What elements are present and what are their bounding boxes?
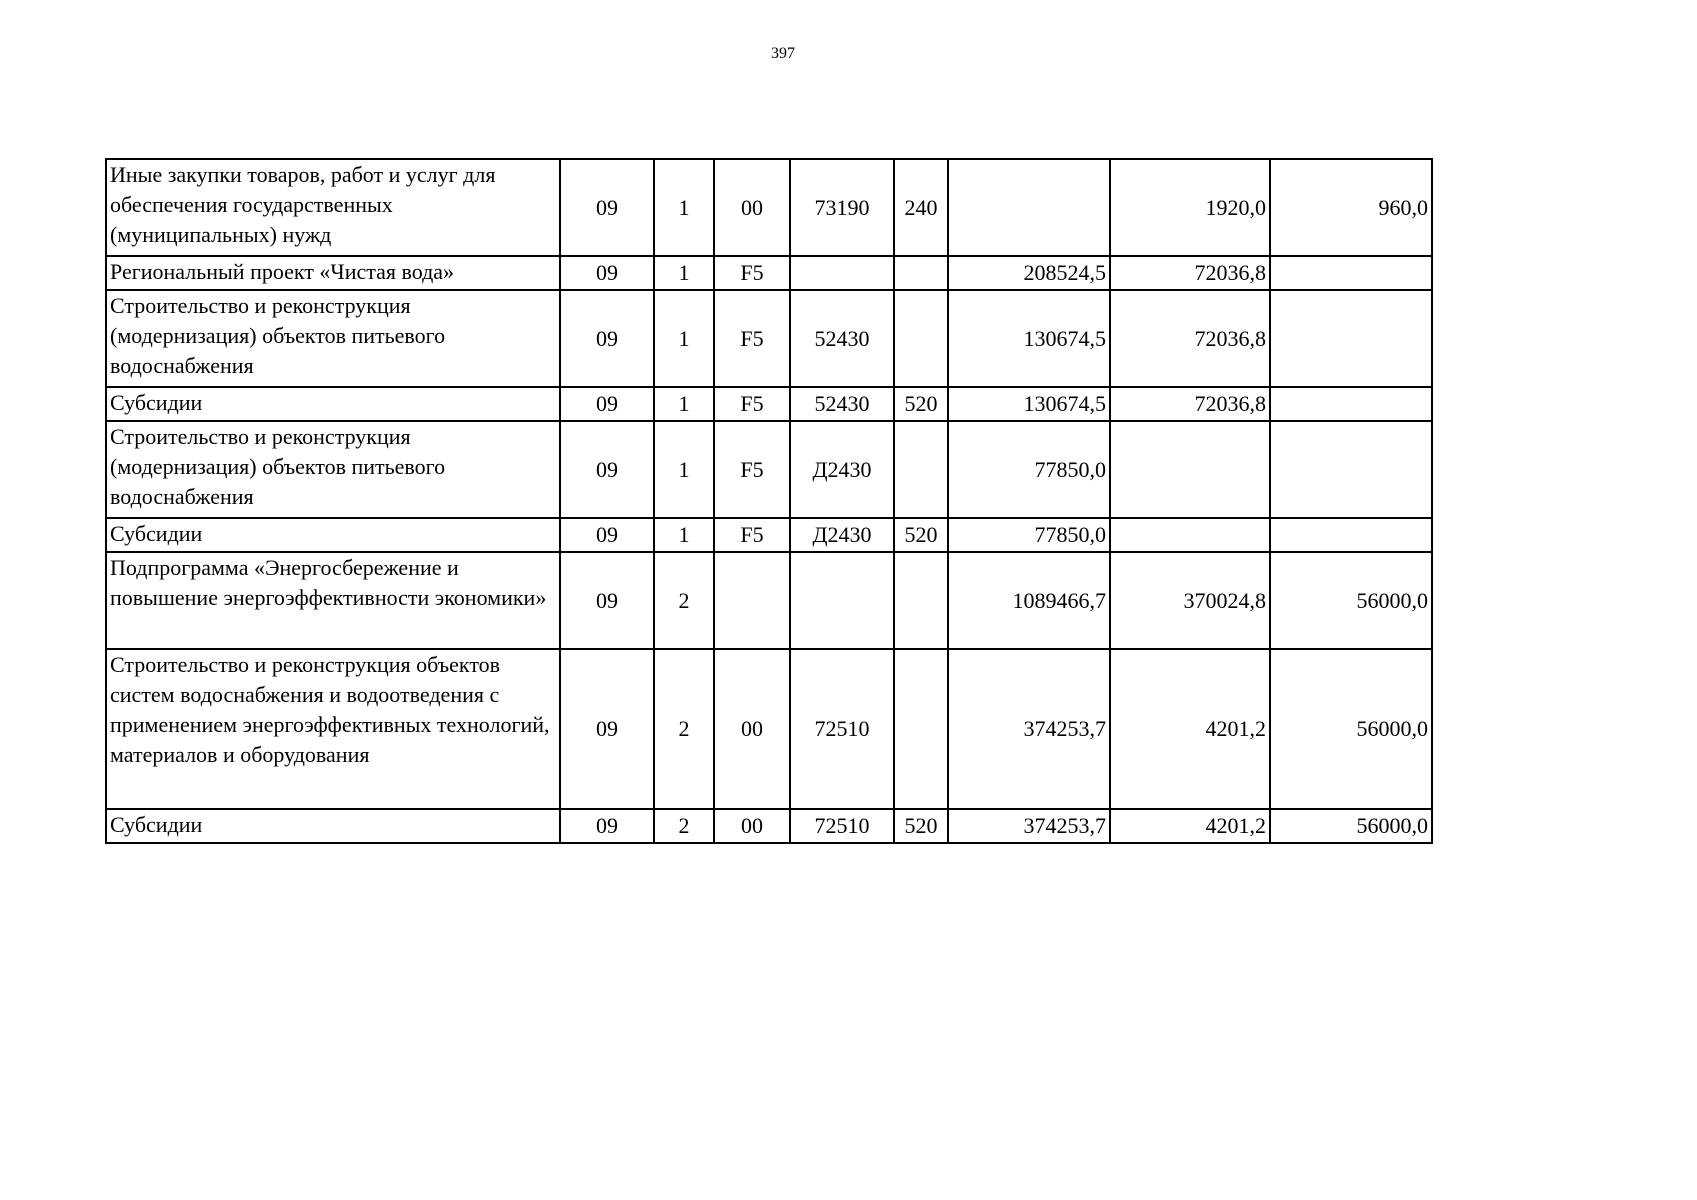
amount-cell: 77850,0 [948,518,1110,552]
code-cell: 72510 [790,649,894,809]
row-name: Субсидии [106,518,560,552]
amount-cell: 1089466,7 [948,552,1110,649]
code-cell: 00 [714,809,790,843]
row-name: Региональный проект «Чистая вода» [106,256,560,290]
code-cell [894,421,948,518]
code-cell: 09 [560,159,654,256]
amount-cell: 72036,8 [1110,256,1270,290]
code-cell: 520 [894,518,948,552]
code-cell: 2 [654,552,714,649]
code-cell: 73190 [790,159,894,256]
code-cell: 09 [560,552,654,649]
code-cell [894,649,948,809]
code-cell: 09 [560,256,654,290]
amount-cell: 72036,8 [1110,387,1270,421]
code-cell: 1 [654,159,714,256]
amount-cell [948,159,1110,256]
code-cell: F5 [714,256,790,290]
row-name: Строительство и реконструкция (модернизация) объектов питьевого водоснабжения [106,290,560,387]
amount-cell [1270,290,1432,387]
amount-cell: 374253,7 [948,649,1110,809]
amount-cell: 370024,8 [1110,552,1270,649]
code-cell: 09 [560,290,654,387]
amount-cell: 960,0 [1270,159,1432,256]
code-cell: 52430 [790,387,894,421]
amount-cell [1270,518,1432,552]
table-row [106,809,1432,843]
amount-cell: 1920,0 [1110,159,1270,256]
amount-cell [1110,518,1270,552]
code-cell: Д2430 [790,518,894,552]
amount-cell: 56000,0 [1270,649,1432,809]
table-row [106,421,1432,518]
code-cell: 1 [654,387,714,421]
code-cell: 240 [894,159,948,256]
code-cell: 520 [894,387,948,421]
code-cell: F5 [714,518,790,552]
code-cell [790,552,894,649]
code-cell: 09 [560,809,654,843]
code-cell: 09 [560,421,654,518]
table-row [106,518,1432,552]
code-cell: 1 [654,421,714,518]
row-name: Подпрограмма «Энергосбережение и повышение энергоэффективности экономики» [106,552,560,649]
code-cell: F5 [714,387,790,421]
amount-cell: 130674,5 [948,290,1110,387]
code-cell [894,256,948,290]
row-name: Строительство и реконструкция (модернизация) объектов питьевого водоснабжения [106,421,560,518]
code-cell: 2 [654,809,714,843]
amount-cell [1270,387,1432,421]
amount-cell: 72036,8 [1110,290,1270,387]
table-row [106,256,1432,290]
code-cell: 1 [654,256,714,290]
table-row [106,649,1432,809]
amount-cell [1270,256,1432,290]
code-cell: F5 [714,290,790,387]
amount-cell: 77850,0 [948,421,1110,518]
code-cell: 09 [560,387,654,421]
table-row [106,159,1432,256]
row-name: Субсидии [106,809,560,843]
code-cell: 52430 [790,290,894,387]
row-name: Строительство и реконструкция объектов систем водоснабжения и водоотведения с применением энергоэффективных технологий, материалов и оборудования [106,649,560,809]
amount-cell: 4201,2 [1110,809,1270,843]
row-name: Иные закупки товаров, работ и услуг для обеспечения государственных (муниципальных) нужд [106,159,560,256]
amount-cell [1110,421,1270,518]
amount-cell: 130674,5 [948,387,1110,421]
amount-cell: 56000,0 [1270,552,1432,649]
page-number: 397 [771,45,795,62]
amount-cell: 374253,7 [948,809,1110,843]
code-cell [894,290,948,387]
code-cell: 1 [654,290,714,387]
code-cell: Д2430 [790,421,894,518]
code-cell: F5 [714,421,790,518]
amount-cell [1270,421,1432,518]
amount-cell: 4201,2 [1110,649,1270,809]
table-row [106,387,1432,421]
row-name: Субсидии [106,387,560,421]
code-cell: 09 [560,649,654,809]
code-cell: 2 [654,649,714,809]
amount-cell: 208524,5 [948,256,1110,290]
table-row [106,552,1432,649]
code-cell [714,552,790,649]
code-cell: 00 [714,649,790,809]
code-cell: 72510 [790,809,894,843]
code-cell [790,256,894,290]
table-row [106,290,1432,387]
code-cell [894,552,948,649]
code-cell: 09 [560,518,654,552]
code-cell: 1 [654,518,714,552]
code-cell: 00 [714,159,790,256]
code-cell: 520 [894,809,948,843]
budget-table [105,158,1433,844]
amount-cell: 56000,0 [1270,809,1432,843]
